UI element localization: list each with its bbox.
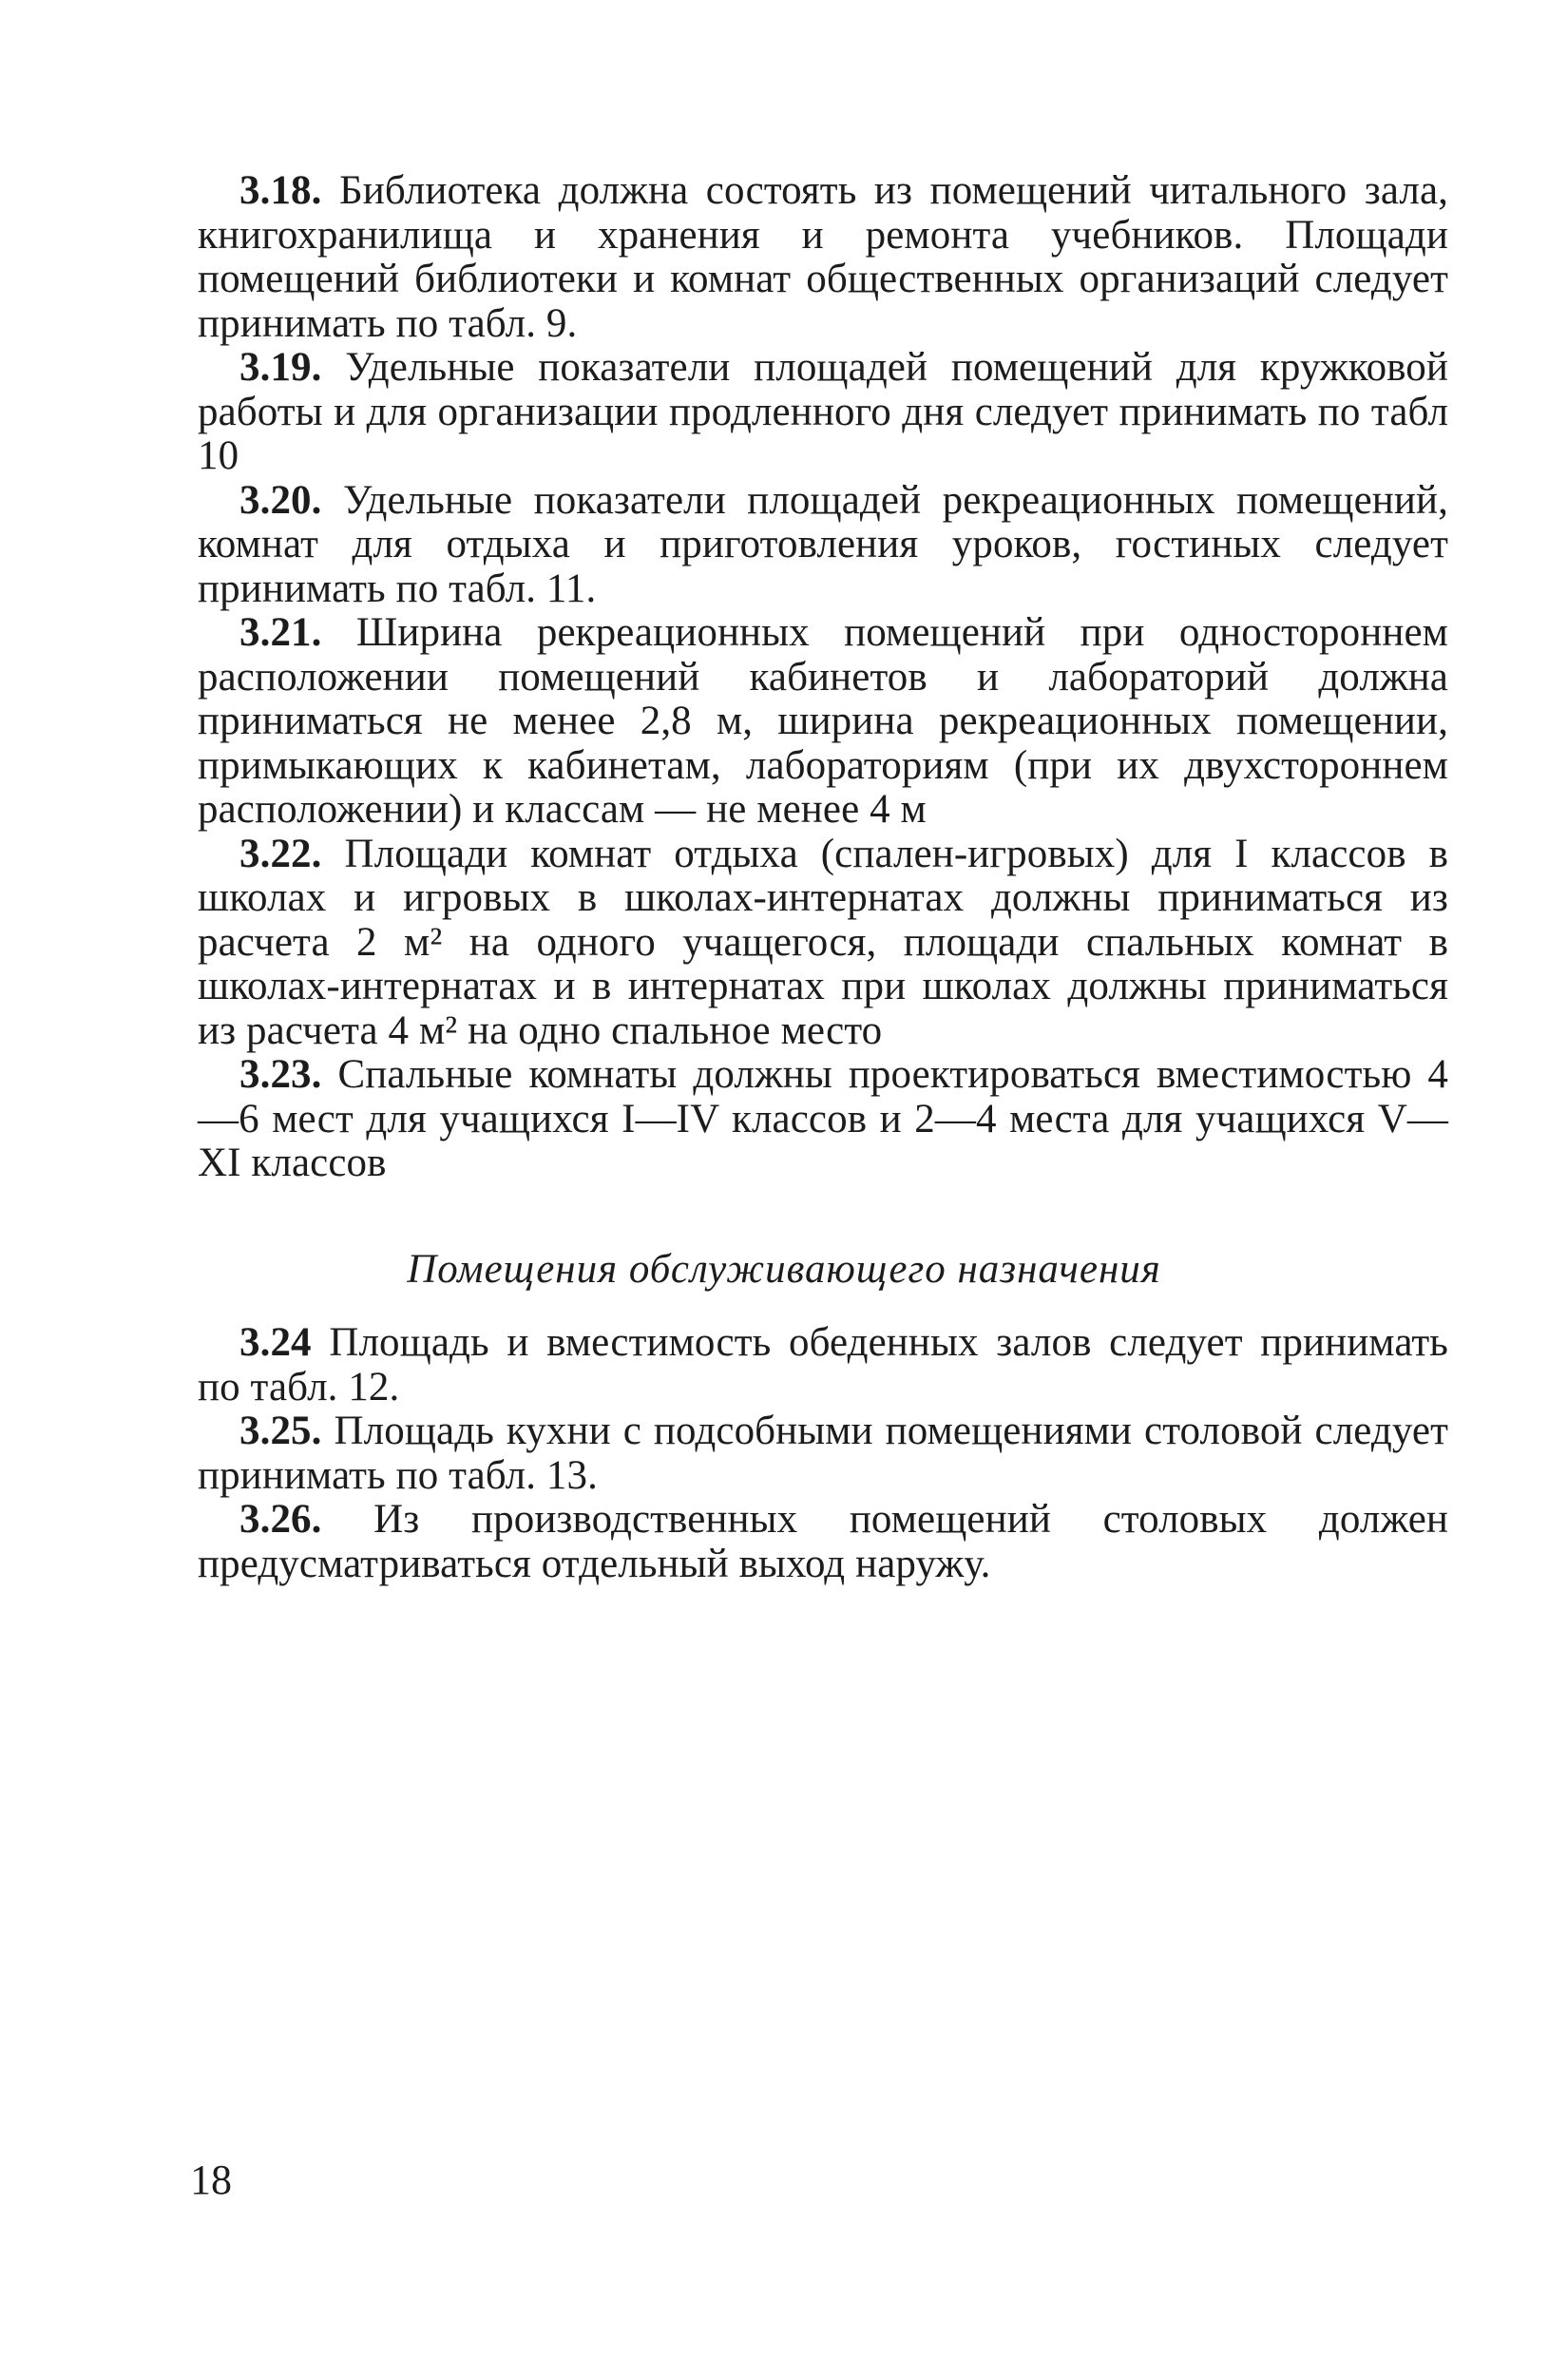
paragraph-text: Спальные комнаты должны проектироваться вместимостью 4—6 мест для учащихся I—IV классов и 2—4 места для учащихся V—XI классов	[198, 1052, 1448, 1185]
paragraph-number: 3.18.	[239, 168, 322, 213]
paragraph-3-18	[198, 169, 1448, 346]
paragraph-text: Ширина рекреационных помещений при одностороннем расположении помещений кабинетов и лабораторий должна приниматься не менее 2,8 м, ширина рекреационных помещении, примыкающих к кабинетам, лабораториям (при их двухстороннем расположении) и классам — не менее 4 м	[198, 610, 1448, 832]
section-paragraphs-3-24-to-3-26	[198, 1321, 1448, 1586]
paragraph-number: 3.25.	[239, 1409, 322, 1453]
paragraph-text: Площадь и вместимость обеденных залов следует принимать по табл. 12.	[198, 1320, 1448, 1410]
paragraph-number: 3.21.	[239, 610, 322, 655]
paragraph-3-23	[198, 1053, 1448, 1186]
paragraph-text: Из производственных помещений столовых должен предусматриваться отдельный выход наружу.	[198, 1497, 1449, 1586]
paragraph-3-22	[198, 833, 1448, 1054]
paragraph-3-25	[198, 1410, 1448, 1498]
paragraph-number: 3.26.	[239, 1497, 322, 1542]
paragraph-number: 3.19.	[239, 345, 322, 390]
paragraph-3-24	[198, 1321, 1448, 1410]
paragraph-3-21	[198, 611, 1448, 833]
paragraph-text: Библиотека должна состоять из помещений читального зала, книгохранилища и хранения и ремонта учебников. Площади помещений библиотеки и комнат общественных организаций следует принимать по табл. 9.	[198, 168, 1448, 346]
paragraph-number: 3.20.	[239, 477, 322, 523]
paragraph-number: 3.22.	[239, 831, 322, 876]
paragraph-number: 3.24	[239, 1320, 312, 1365]
page-number: 18	[190, 2157, 232, 2203]
paragraph-3-19	[198, 346, 1448, 479]
paragraph-text: Площадь кухни с подсобными помещениями столовой следует принимать по табл. 13.	[198, 1409, 1448, 1498]
paragraph-text: Площади комнат отдыха (спален-игровых) для I классов в школах и игровых в школах-интернатах должны приниматься из расчета 2 м² на одного учащегося, площади спальных комнат в школах-интернатах и в интернатах при школах должны приниматься из расчета 4 м² на одно спальное место	[198, 831, 1448, 1053]
section-heading: Помещения обслуживающего назначения	[407, 1247, 1161, 1292]
paragraph-number: 3.23.	[239, 1052, 322, 1097]
paragraph-3-20	[198, 479, 1448, 612]
paragraph-3-26	[198, 1498, 1448, 1586]
paragraph-text: Удельные показатели площадей рекреационных помещений, комнат для отдыха и приготовления уроков, гостиных следует принимать по табл. 11.	[198, 477, 1448, 611]
paragraph-text: Удельные показатели площадей помещений для кружковой работы и для организации продленного дня следует принимать по табл 10	[198, 345, 1448, 478]
section-paragraphs-3-18-to-3-23	[198, 169, 1448, 1186]
